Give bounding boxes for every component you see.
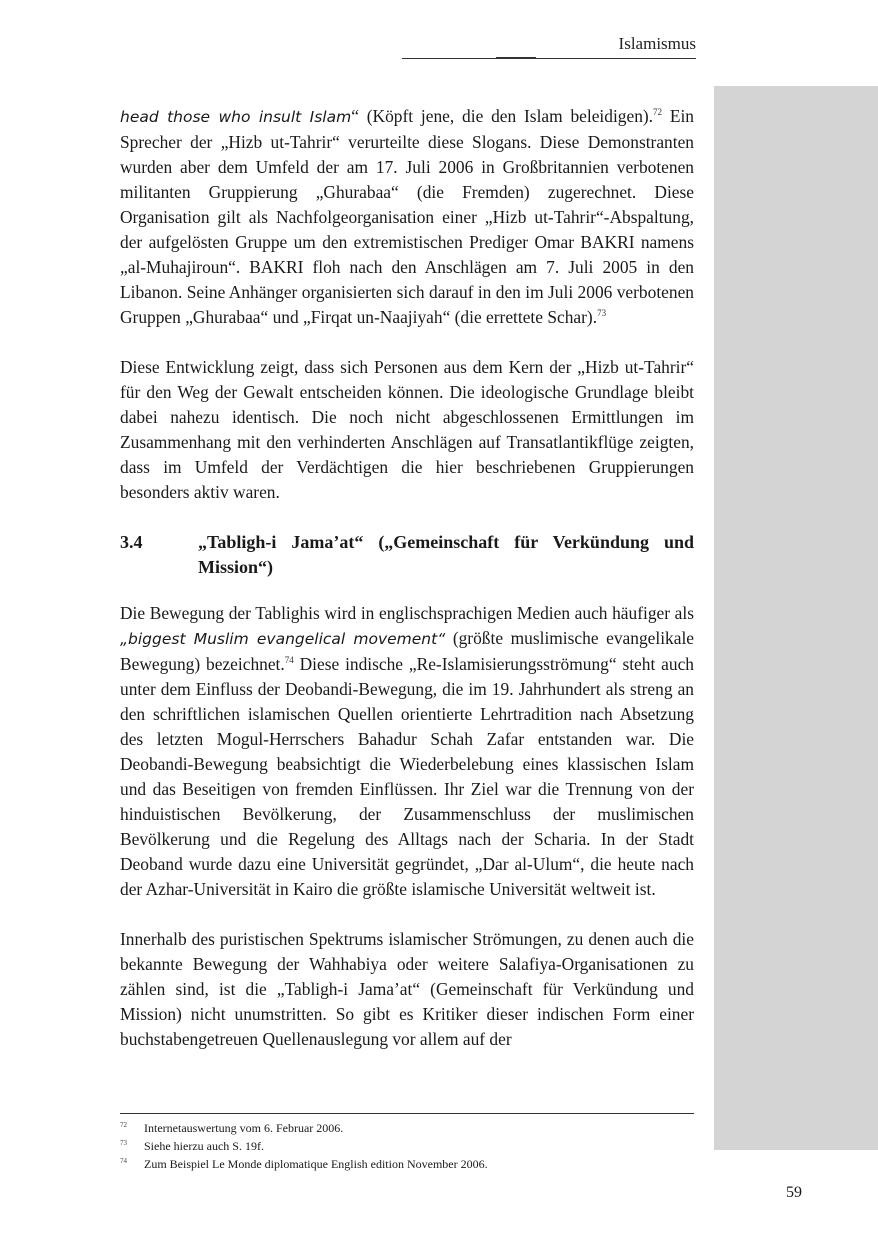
margin-sidebar — [714, 86, 878, 1150]
header-rule — [402, 58, 696, 59]
running-header: Islamismus — [618, 34, 696, 53]
footnote — [120, 1119, 694, 1137]
footnote-mark: 73 — [120, 1139, 127, 1147]
paragraph-1-text-a: (Köpft jene, die den Islam beleidigen). — [358, 106, 654, 126]
footnote-text: Zum Beispiel Le Monde diplomatique English edition November 2006. — [144, 1157, 488, 1171]
footnote-ref-74: 74 — [284, 655, 294, 665]
paragraph-3-text-a: Die Bewegung der Tablighis wird in englischsprachigen Medien auch häufiger als — [120, 603, 694, 623]
footnote-mark: 74 — [120, 1157, 127, 1165]
header-rule-accent — [496, 57, 536, 59]
section-heading — [120, 530, 694, 580]
page-number: 59 — [786, 1184, 802, 1201]
quote-close: “ — [351, 106, 359, 126]
section-title: „Tabligh-i Jama’at“ („Gemeinschaft für Verkündung und Mission“) — [198, 532, 694, 577]
footnote-separator — [120, 1113, 694, 1114]
english-quote: head those who insult Islam — [120, 108, 352, 126]
paragraph-1 — [120, 104, 694, 330]
footnote — [120, 1155, 694, 1173]
footnote-ref-72: 72 — [653, 107, 663, 117]
section-number: 3.4 — [120, 532, 143, 552]
paragraph-1-text-b: Ein Sprecher der „Hizb ut-Tahrir“ verurteilte diese Slogans. Diese Demonstranten wurden aber dem Umfeld der am 17. Juli 2006 in Großbritannien verbotenen militanten Gruppierung „Ghurabaa“ (die Fremden) zugerechnet. Diese Organisation gilt als Nachfolgeorganisation einer „Hizb ut-Tahrir“-Abspaltung, der aufgelösten Gruppe um den extremistischen Prediger Omar BAKRI namens „al-Muhajiroun“. BAKRI floh nach den Anschlägen am 7. Juli 2005 in den Libanon. Seine Anhänger organisierten sich darauf in den im Juli 2006 verbotenen Gruppen „Ghurabaa“ und „Firqat un-Naajiyah“ (die errettete Schar). — [120, 106, 695, 327]
paragraph-4: Innerhalb des puristischen Spektrums islamischer Strömungen, zu denen auch die bekannte Bewegung der Wahhabiya oder weitere Salafiya-Organisationen zu zählen sind, ist die „Tabligh-i Jama’at“ (Gemeinschaft für Verkündung und Mission) nicht unumstritten. So gibt es Kritiker dieser indischen Form einer buchstabengetreuen Quellenauslegung vor allem auf der — [120, 929, 694, 1049]
paragraph-3-text-c: Diese indische „Re-Islamisierungsströmung“ steht auch unter dem Einfluss der Deobandi-Bewegung, die im 19. Jahrhundert als streng an den schriftlichen islamischen Quellen orientierte Lehrtradition nach Absetzung des letzten Mogul-Herrschers Bahadur Schah Zafar entstanden war. Die Deobandi-Bewegung beabsichtigt die Wiederbelebung eines klassischen Islam und das Beseitigen von fremden Einflüssen. Ihr Ziel war die Trennung von der hinduistischen Bevölkerung, der Zusammenschluss der muslimischen Bevölkerung und die Regelung des Alltags nach der Scharia. In der Stadt Deoband wurde dazu eine Universität gegründet, „Dar al-Ulum“, die heute nach der Azhar-Universität in Kairo die größte islamische Universität weltweit ist. — [120, 654, 694, 899]
footnote — [120, 1137, 694, 1155]
paragraph-3 — [120, 601, 694, 902]
paragraph-3-text-b: (größte muslimische evangelikale Bewegung) bezeichnet. — [120, 628, 694, 674]
paragraph-2: Diese Entwicklung zeigt, dass sich Personen aus dem Kern der „Hizb ut-Tahrir“ für den Weg der Gewalt entscheiden können. Die ideologische Grundlage bleibt dabei nahezu identisch. Die noch nicht abgeschlossenen Ermittlungen im Zusammenhang mit den verhinderten Anschlägen auf Transatlantikflüge zeigten, dass im Umfeld der Verdächtigen die hier beschriebenen Gruppierungen besonders aktiv waren. — [120, 357, 694, 502]
footnote-text: Internetauswertung vom 6. Februar 2006. — [144, 1121, 344, 1135]
footnote-ref-73: 73 — [597, 308, 607, 318]
footnote-text: Siehe hierzu auch S. 19f. — [144, 1139, 264, 1153]
footnotes — [120, 1119, 694, 1173]
english-phrase: „biggest Muslim evangelical movement“ — [120, 630, 446, 648]
main-text — [120, 104, 694, 1052]
footnote-mark: 72 — [120, 1121, 127, 1129]
